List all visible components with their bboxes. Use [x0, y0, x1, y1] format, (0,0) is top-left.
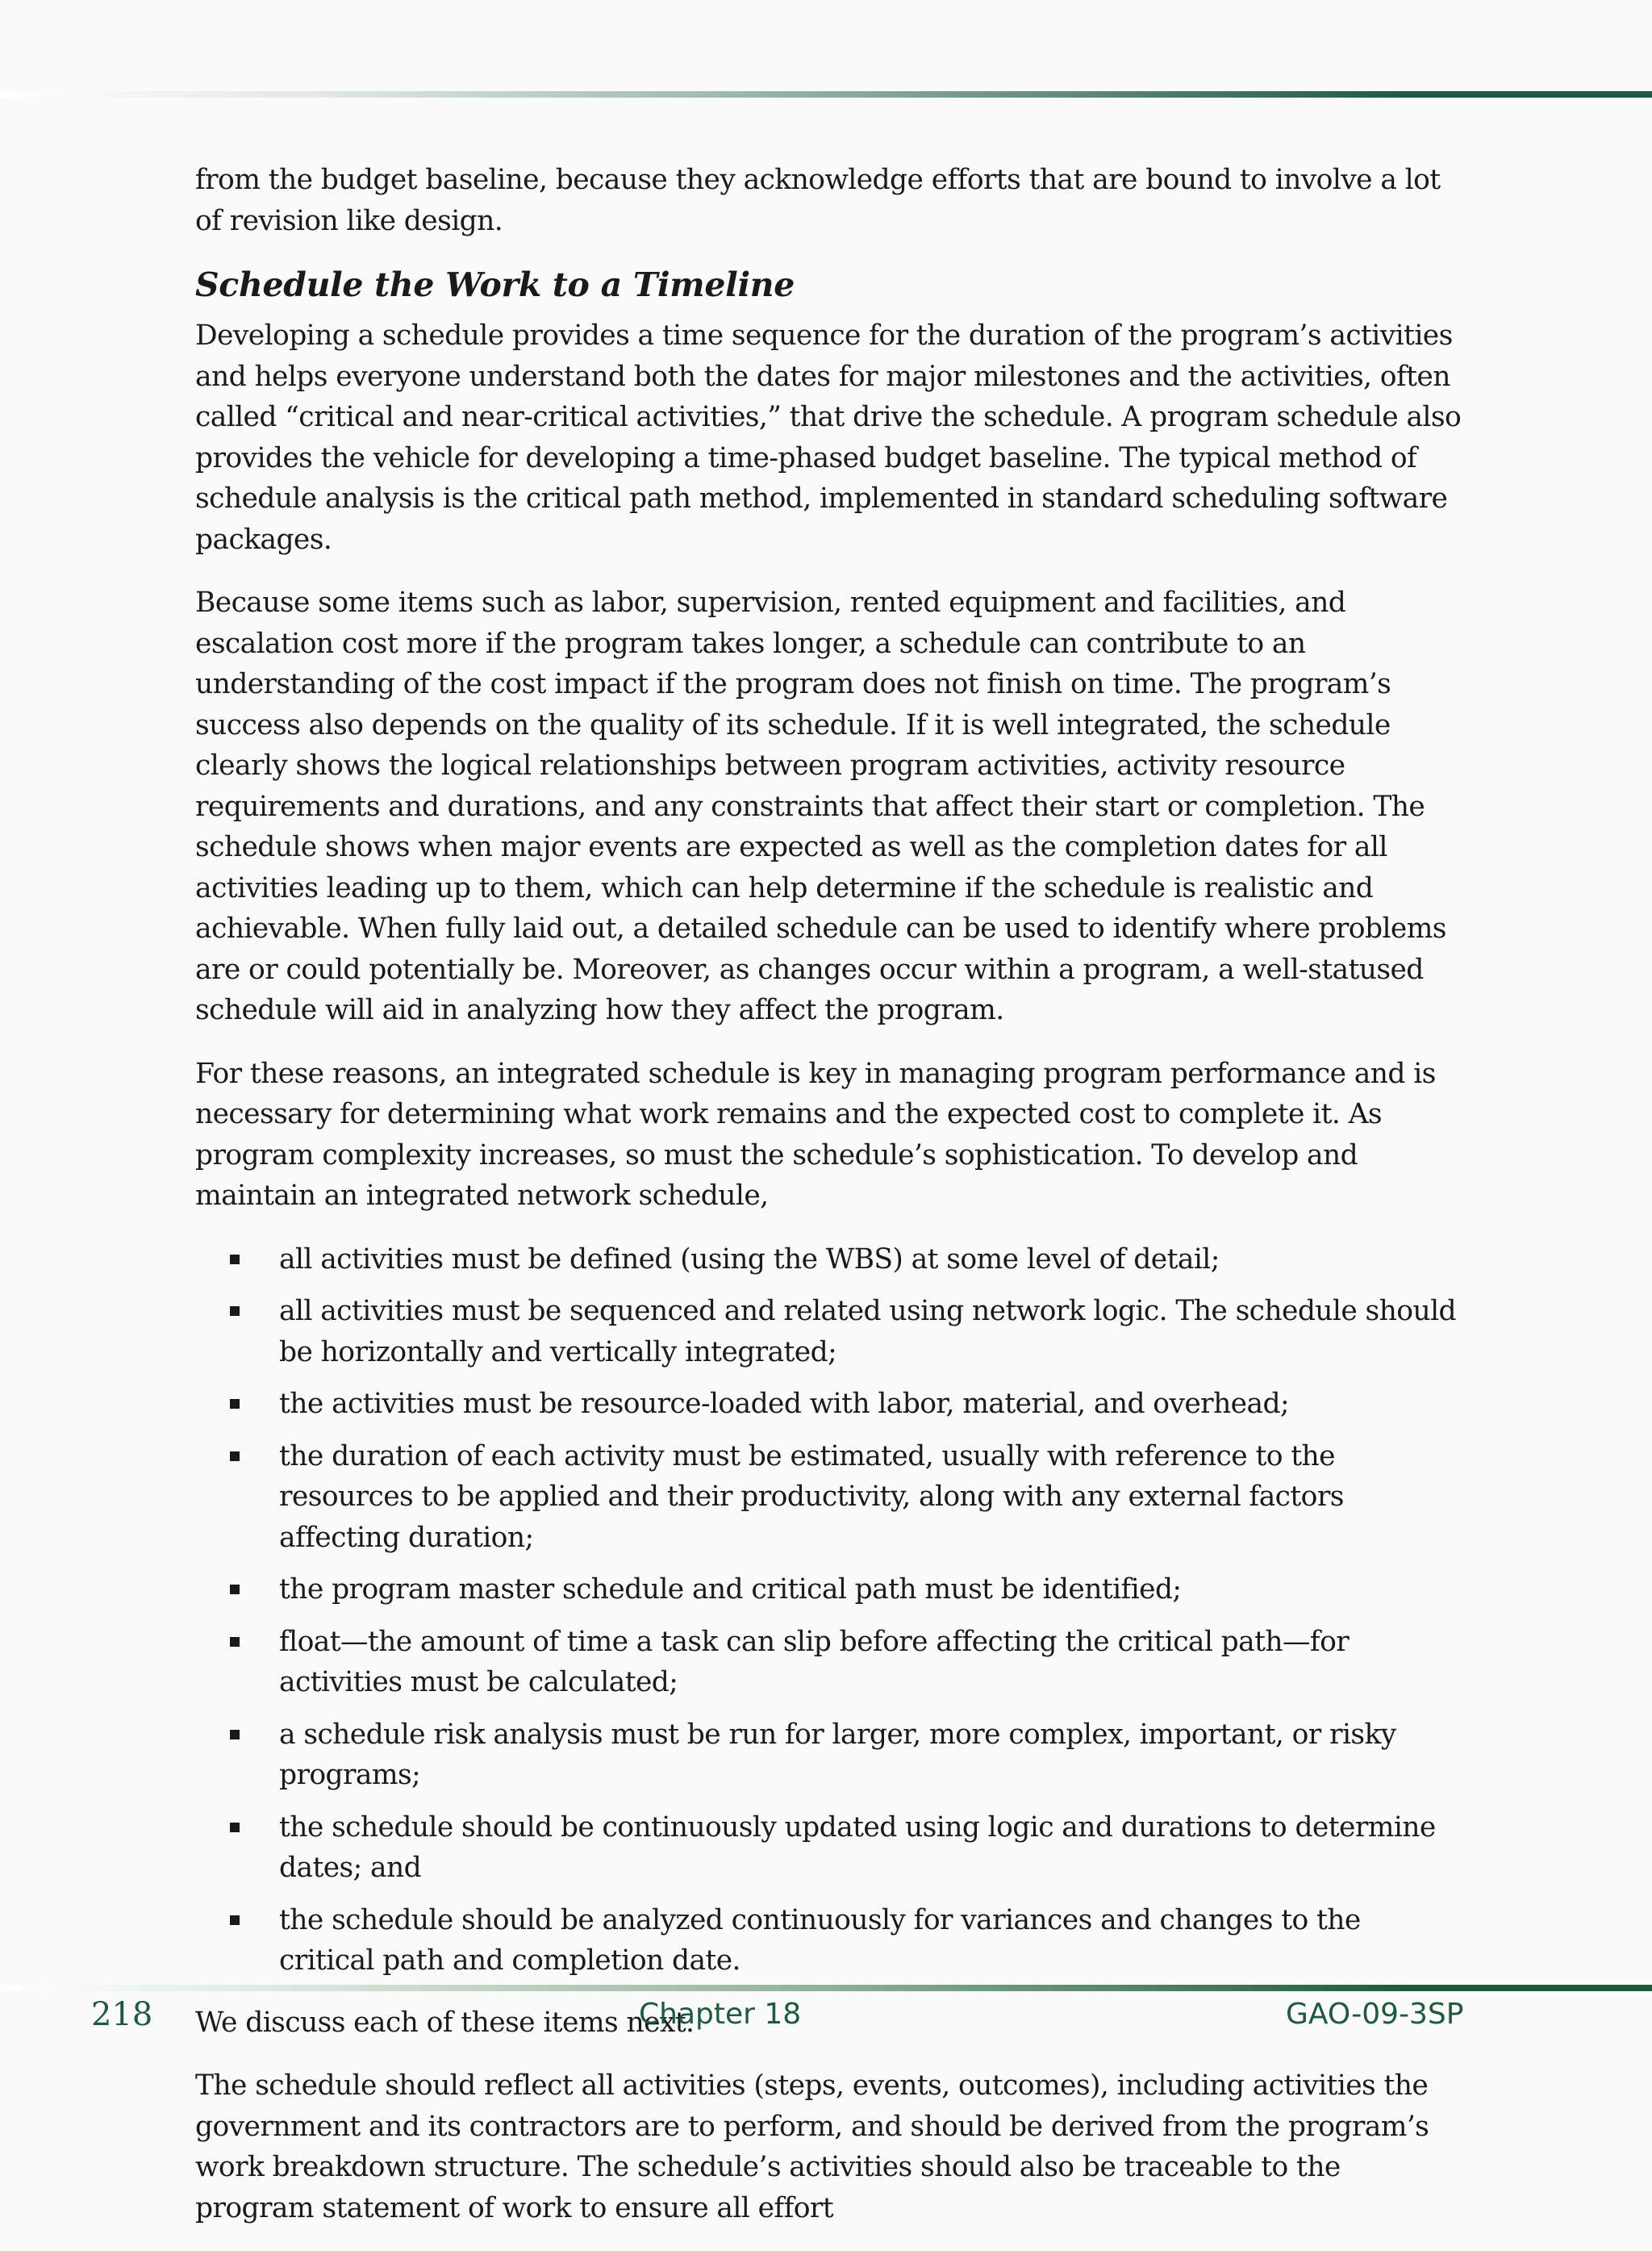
list-item-text: the schedule should be analyzed continuously for variances and changes to the critical path and completion date. [279, 1903, 1361, 1977]
header-rule [0, 91, 1652, 98]
page-body [195, 160, 1462, 2251]
body-paragraph-3: For these reasons, an integrated schedule is key in managing program performance and is necessary for determining what work remains and the expected cost to complete it. As program complexity increases, so must the schedule’s sophistication. To develop and maintain an integrated network schedule, [195, 1057, 1436, 1212]
list-item [195, 1900, 1462, 1982]
list-item [195, 1807, 1462, 1889]
body-paragraph-2: Because some items such as labor, supervision, rented equipment and facilities, and escalation cost more if the program takes longer, a schedule can contribute to an understanding of the cost impact if the program does not finish on time. The program’s success also depends on the quality of its schedule. If it is well integrated, the schedule clearly shows the logical relationships between program activities, activity resource requirements and durations, and any constraints that affect their start or completion. The schedule shows when major events are expected as well as the completion dates for all activities leading up to them, which can help determine if the schedule is realistic and achievable. When fully laid out, a detailed schedule can be used to identify where problems are or could potentially be. Moreover, as changes occur within a program, a well-statused schedule will aid in analyzing how they affect the program. [195, 587, 1446, 1026]
closing-paragraph-2: The schedule should reflect all activities (steps, events, outcomes), including activities the government and its contractors are to perform, and should be derived from the program’s work breakdown structure. The schedule’s activities should also be traceable to the program statement of work to ensure all effort [195, 2069, 1429, 2224]
square-bullet-icon [230, 1585, 240, 1594]
document-id: GAO-09-3SP [1286, 1998, 1464, 2031]
requirements-list [195, 1239, 1462, 1982]
list-item [195, 1384, 1462, 1425]
page-number: 218 [91, 1996, 153, 2033]
footer-rule [0, 1985, 1652, 1991]
square-bullet-icon [230, 1730, 240, 1739]
list-item-text: the duration of each activity must be estimated, usually with reference to the resources to be applied and their productivity, along with any external factors affecting duration; [279, 1439, 1344, 1554]
closing-paragraph-1: We discuss each of these items next. [195, 2006, 695, 2039]
body-paragraph-1: Developing a schedule provides a time sequence for the duration of the program’s activities and helps everyone understand both the dates for major milestones and the activities, often called “critical and near-critical activities,” that drive the schedule. A program schedule also provides the vehicle for developing a time-phased budget baseline. The typical method of schedule analysis is the critical path method, implemented in standard scheduling software packages. [195, 319, 1462, 556]
list-item [195, 1291, 1462, 1372]
square-bullet-icon [230, 1637, 240, 1647]
continuation-paragraph: from the budget baseline, because they acknowledge efforts that are bound to involve a lot of revision like design. [195, 164, 1441, 237]
list-item-text: the program master schedule and critical path must be identified; [279, 1573, 1182, 1606]
chapter-label: Chapter 18 [639, 1998, 802, 2031]
list-item [195, 1569, 1462, 1610]
list-item-text: float—the amount of time a task can slip before affecting the critical path—for activities must be calculated; [279, 1625, 1350, 1698]
list-item [195, 1436, 1462, 1559]
square-bullet-icon [230, 1915, 240, 1925]
list-item-text: all activities must be defined (using the WBS) at some level of detail; [279, 1242, 1220, 1276]
square-bullet-icon [230, 1823, 240, 1832]
square-bullet-icon [230, 1306, 240, 1316]
list-item-text: all activities must be sequenced and related using network logic. The schedule should be horizontally and vertically integrated; [279, 1295, 1456, 1368]
list-item-text: a schedule risk analysis must be run for larger, more complex, important, or risky programs; [279, 1718, 1396, 1791]
square-bullet-icon [230, 1399, 240, 1409]
list-item [195, 1239, 1462, 1280]
list-item [195, 1714, 1462, 1796]
list-item [195, 1622, 1462, 1703]
list-item-text: the activities must be resource-loaded with labor, material, and overhead; [279, 1388, 1289, 1420]
square-bullet-icon [230, 1255, 240, 1264]
list-item-text: the schedule should be continuously updated using logic and durations to determine dates; and [279, 1810, 1436, 1884]
square-bullet-icon [230, 1451, 240, 1461]
section-heading: Schedule the Work to a Timeline [195, 265, 795, 304]
